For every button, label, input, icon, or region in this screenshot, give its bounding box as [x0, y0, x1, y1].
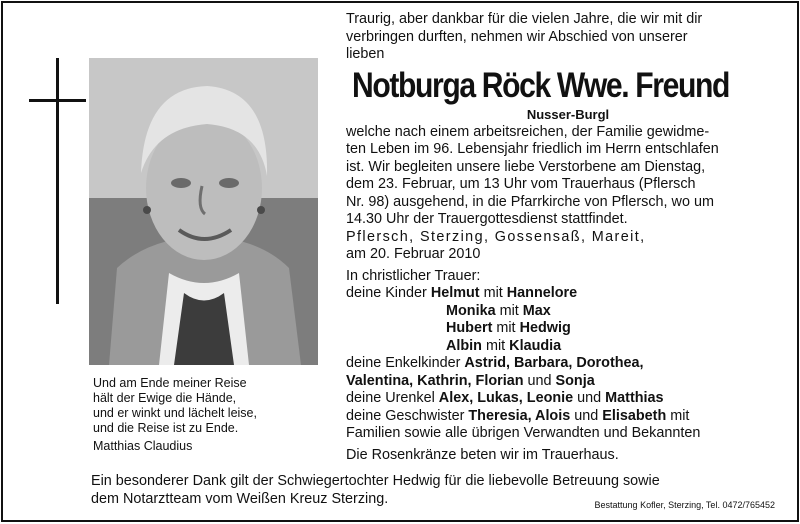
child-join: mit [499, 302, 519, 319]
children-label: deine Kinder [346, 285, 427, 301]
child-name: Monika [446, 302, 496, 319]
main-text-column [346, 11, 776, 464]
siblings-last: Elisabeth [602, 407, 667, 424]
thanks-line: Ein besonderer Dank gilt der Schwiegertochter Hedwig für die liebevolle Betreuung sowie [91, 473, 660, 489]
siblings-label: deine Geschwister [346, 407, 465, 424]
places-line: Pflersch, Sterzing, Gossensaß, Mareit, [346, 228, 646, 245]
child-partner: Max [522, 302, 551, 319]
siblings-names: Theresia, Alois [468, 407, 571, 424]
grandchildren-label: deine Enkelkinder [346, 355, 461, 371]
child-join: mit [485, 337, 506, 354]
grandchildren-line [346, 355, 776, 373]
grandchildren-line [346, 373, 776, 391]
intro-line: lieben [346, 46, 385, 62]
greatgrand-label: deine Urenkel [346, 390, 435, 406]
poem-line: und die Reise ist zu Ende. [93, 421, 239, 435]
undertaker-credit: Bestattung Kofler, Sterzing, Tel. 0472/765452 [594, 500, 775, 510]
greatgrand-and: und [577, 390, 602, 406]
child-partner: Hedwig [519, 320, 571, 336]
poem-line: und er winkt und lächelt leise, [93, 406, 257, 420]
poem-author: Matthias Claudius [93, 439, 193, 453]
grandchildren-last: Sonja [555, 372, 595, 389]
date-line: am 20. Februar 2010 [346, 246, 481, 262]
body-line: ten Leben im 96. Lebensjahr friedlich im Herrn entschlafen [346, 141, 719, 157]
thanks-line: dem Notarztteam vom Weißen Kreuz Sterzing. [91, 490, 389, 507]
siblings-and: und [574, 407, 599, 424]
child-join: mit [496, 320, 516, 336]
child-name: Hubert [446, 320, 493, 336]
cross-icon-horizontal [29, 99, 86, 102]
poem [93, 376, 343, 454]
greatgrand-last: Matthias [605, 390, 664, 406]
nickname: Nusser-Burgl [526, 106, 610, 122]
intro-line: verbringen durften, nehmen wir Abschied von unserer [346, 28, 688, 45]
child-partner: Klaudia [509, 337, 562, 354]
children-line [346, 285, 776, 303]
cross-icon-vertical [56, 58, 59, 304]
siblings-line [346, 408, 776, 426]
portrait-illustration [89, 58, 318, 365]
deceased-name: Notburga Röck Wwe. Freund [352, 65, 729, 105]
children-line [346, 320, 776, 338]
child-name: Albin [446, 337, 482, 354]
body-line: ist. Wir begleiten unsere liebe Verstorbene am Dienstag, [346, 158, 706, 175]
siblings-with: mit [670, 407, 690, 424]
obituary-notice [1, 1, 799, 522]
poem-line: Und am Ende meiner Reise [93, 376, 247, 390]
grandchildren-names: Astrid, Barbara, Dorothea, [464, 355, 644, 371]
body-line: 14.30 Uhr der Trauergottesdienst stattfindet. [346, 211, 628, 227]
body-line: welche nach einem arbeitsreichen, der Familie gewidme- [346, 123, 710, 140]
children-line [346, 303, 776, 321]
child-name: Helmut [430, 285, 480, 301]
greatgrand-names: Alex, Lukas, Leonie [438, 390, 574, 406]
greatgrandchildren-line [346, 390, 776, 408]
grandchildren-and: und [527, 372, 552, 389]
child-join: mit [483, 285, 503, 301]
mourning-intro: In christlicher Trauer: [346, 267, 481, 284]
grandchildren-names: Valentina, Kathrin, Florian [346, 372, 524, 389]
family-line: Familien sowie alle übrigen Verwandten und Bekannten [346, 425, 701, 441]
intro-line: Traurig, aber dankbar für die vielen Jahre, die wir mit dir [346, 11, 703, 27]
body-line: Nr. 98) ausgehend, in die Pfarrkirche von Pflersch, wo um [346, 193, 714, 210]
poem-line: hält der Ewige die Hände, [93, 391, 237, 405]
children-line [346, 338, 776, 356]
portrait-photo [89, 58, 318, 365]
rosary-line: Die Rosenkränze beten wir im Trauerhaus. [346, 446, 619, 463]
child-partner: Hannelore [506, 285, 578, 301]
body-line: dem 23. Februar, um 13 Uhr vom Trauerhaus (Pflersch [346, 176, 696, 192]
